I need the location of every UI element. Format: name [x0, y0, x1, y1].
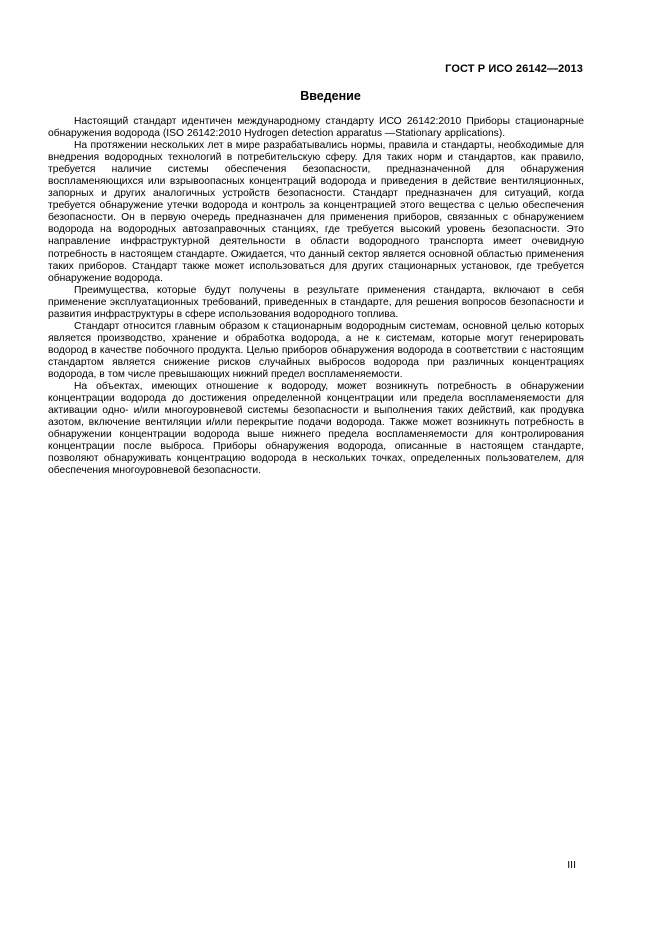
paragraph: Преимущества, которые будут получены в результате применения стандарта, включают в себя применение эксплуатационных требований, приведенных в стандарте, для решения вопросов безопасности и развития инфраструктуры в сфере использования водородного топлива.	[48, 284, 584, 320]
document-code: ГОСТ Р ИСО 26142—2013	[445, 63, 583, 75]
paragraph: На протяжении нескольких лет в мире разрабатывались нормы, правила и стандарты, необходимые для внедрения водородных технологий в потребительскую сферу. Для таких норм и стандартов, как правило, требуется наличие системы обеспечения безопасности, предназначенной для обнаружения воспламеняющихся или взрывоопасных концентраций водорода и приведения в действие вентиляционных, запорных и других аналогичных устройств безопасности. Стандарт предназначен для ситуаций, когда требуется обнаружение утечки водорода и контроль за концентрацией этого вещества с целью обеспечения безопасности. Он в первую очередь предназначен для применения приборов, связанных с обнаружением водорода на водородных автозаправочных станциях, где требуется высокий уровень безопасности. Это направление инфраструктурной деятельности в области водородного транспорта имеет очевидную потребность в настоящем стандарте. Ожидается, что данный сектор является основной областью применения таких приборов. Стандарт также может использоваться для других стационарных установок, где требуется обнаружение водорода.	[48, 140, 584, 284]
section-heading: Введение	[300, 89, 361, 103]
page-number: III	[567, 859, 576, 871]
body-text	[48, 116, 584, 477]
paragraph: На объектах, имеющих отношение к водороду, может возникнуть потребность в обнаружении концентрации водорода до достижения определенной концентрации или предела воспламеняемости для активации одно- и/или многоуровневой системы безопасности и выполнения таких действий, как продувка азотом, включение вентиляции и/или перекрытие подачи водорода. Также может возникнуть потребность в обнаружении концентрации водорода выше нижнего предела воспламеняемости для контролирования концентрации после выброса. Приборы обнаружения водорода, описанные в настоящем стандарте, позволяют обнаруживать концентрацию водорода в нескольких точках, определенных пользователем, для обеспечения многоуровневой безопасности.	[48, 381, 584, 477]
paragraph: Настоящий стандарт идентичен международному стандарту ИСО 26142:2010 Приборы стационарные обнаружения водорода (ISO 26142:2010 Hydrogen detection apparatus —Stationary applications).	[48, 116, 584, 140]
paragraph: Стандарт относится главным образом к стационарным водородным системам, основной целью которых является производство, хранение и обработка водорода, а не к системам, которые могут генерировать водород в качестве побочного продукта. Целью приборов обнаружения водорода в соответствии с настоящим стандартом является снижение рисков случайных выбросов водорода при различных концентрациях водорода, в том числе превышающих нижний предел воспламеняемости.	[48, 320, 584, 380]
